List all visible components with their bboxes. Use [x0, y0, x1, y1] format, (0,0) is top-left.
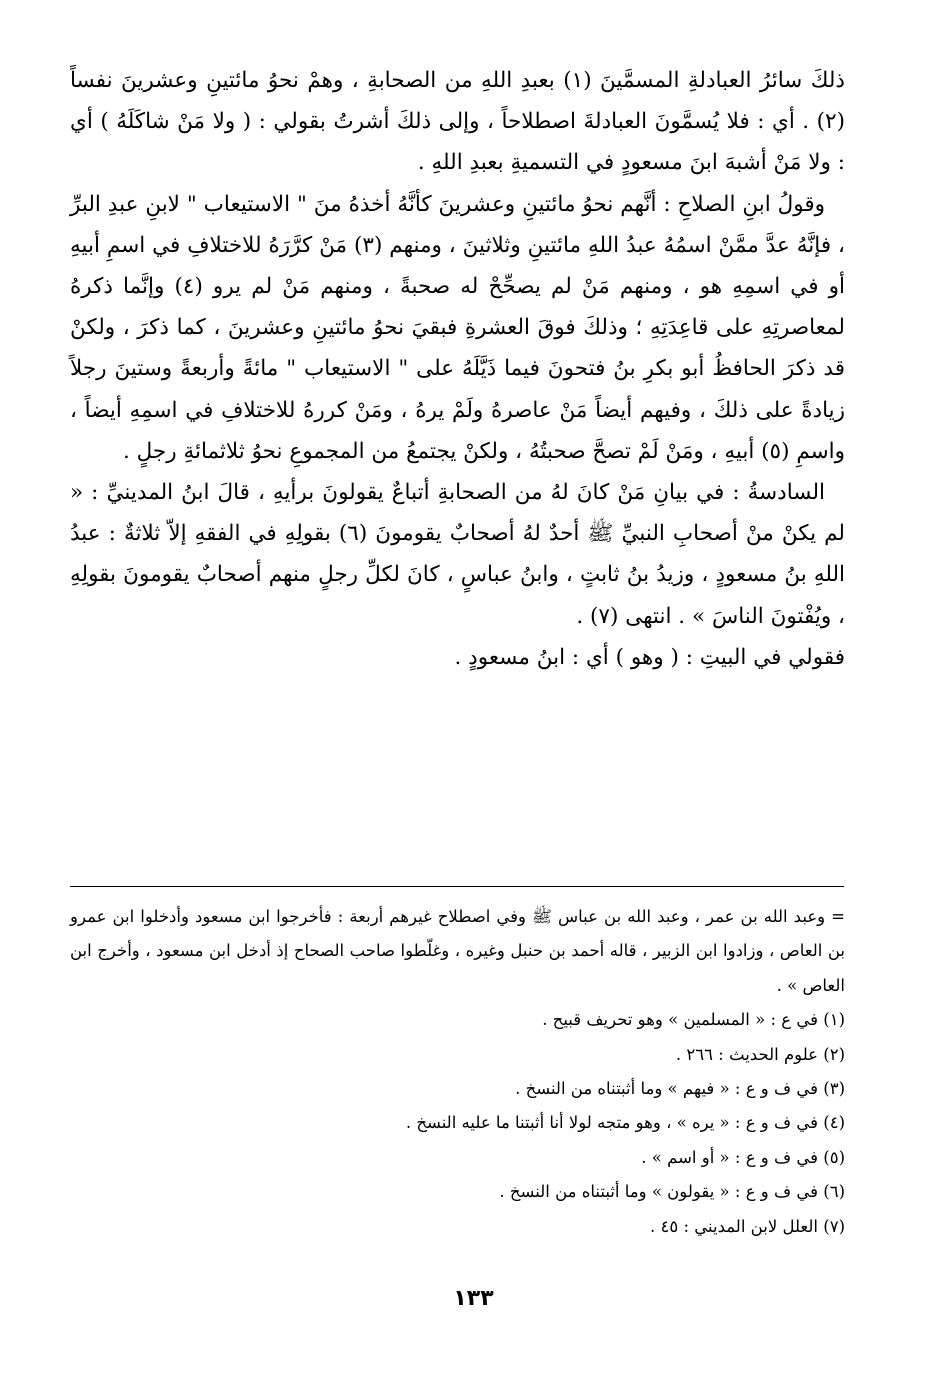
footnote-2: (٢) علوم الحديث : ٢٦٦ . — [675, 1044, 845, 1064]
paragraph-3: السادسةُ : في بيانِ مَنْ كانَ لهُ من الصحابةِ أتباعٌ يقولونَ برأيهِ ، قالَ ابنُ المدينيِّ : « لم يكنْ منْ أصحابِ النبيِّ ﷺ أحدٌ لهُ أصحابٌ يقومونَ (٦) بقولِهِ في الفقهِ إلاّ ثلاثةٌ : عبدُ اللهِ بنُ مسعودٍ ، وزيدُ بنُ ثابتٍ ، وابنُ عباسٍ ، كانَ لكلِّ رجلٍ منهم أصحابٌ يقومونَ بقولِهِ ، ويُفْتونَ الناسَ » . انتهى (٧) . — [70, 480, 845, 629]
page-number: ١٣٣ — [453, 1286, 494, 1311]
paragraph-1: ذلكَ سائرُ العبادلةِ المسمَّينَ (١) بعبدِ اللهِ من الصحابةِ ، وهمْ نحوُ مائتينِ وعشرينَ نفساً (٢) . أي : فلا يُسمَّونَ العبادلةَ اصطلاحاً ، وإلى ذلكَ أشرتُ بقولي : ( ولا مَنْ شاكَلَهُ ) أي : ولا مَنْ أشبهَ ابنَ مسعودٍ في التسميةِ بعبدِ اللهِ . — [70, 68, 846, 176]
page-body — [70, 60, 845, 678]
footnote-5: (٥) في ف و ع : « أو اسم » . — [641, 1147, 845, 1167]
footnote-6: (٦) في ف و ع : « يقولون » وما أثبتناه من النسخ . — [499, 1182, 845, 1202]
footnote-separator — [70, 886, 844, 887]
main-text — [70, 60, 845, 678]
footnote-7: (٧) العلل لابن المديني : ٤٥ . — [650, 1216, 845, 1236]
footnote-4: (٤) في ف و ع : « يره » ، وهو متجه لولا أنا أثبتنا ما عليه النسخ . — [405, 1113, 845, 1133]
paragraph-2: وقولُ ابنِ الصلاحِ : أنَّهم نحوُ مائتينِ وعشرينَ كأنَّهُ أخذهُ منَ " الاستيعاب " لابنِ عبدِ البرِّ ، فإنَّهُ عدَّ ممَّنْ اسمُهُ عبدُ اللهِ مائتينِ وثلاثينَ ، ومنهم (٣) مَنْ كرَّرَهُ للاختلافِ في اسمِ أبيهِ أو في اسمِهِ هو ، ومنهم مَنْ لم يصحِّحْ له صحبةً ، ومنهم مَنْ لم يرو (٤) وإنَّما ذكرهُ لمعاصرتِهِ على قاعِدَتِهِ ؛ وذلكَ فوقَ العشرةِ فبقيَ نحوُ مائتينِ وعشرينَ ، كما ذكرَ ، ولكنْ قد ذكرَ الحافظُ أبو بكرِ بنُ فتحونَ فيما ذَيَّلَهُ على " الاستيعاب " مائةً وأربعةً وستينَ رجلاً زيادةً على ذلكَ ، وفيهم أيضاً مَنْ عاصرهُ ولَمْ يرهُ ، ومَنْ كررهُ للاختلافِ في اسمِهِ أيضاً ، واسمِ (٥) أبيهِ ، ومَنْ لَمْ تصحَّ صحبتُهُ ، ولكنْ يجتمعُ من المجموعِ نحوُ ثلاثمائةِ رجلٍ . — [70, 191, 845, 464]
footnote-continuation: = وعبد الله بن عمر ، وعبد الله بن عباس ﷺ وفي اصطلاح غيرهم أربعة : فأخرجوا ابن مسعود وأدخلوا ابن عمرو بن العاص ، وزادوا ابن الزبير ، قاله أحمد بن حنبل وغيره ، وغلّطوا صاحب الصحاح إذ أدخل ابن مسعود ، وأخرج ابن العاص » . — [70, 907, 845, 995]
footnote-1: (١) في ع : « المسلمين » وهو تحريف قبيح . — [542, 1010, 845, 1030]
paragraph-4: فقولي في البيتِ : ( وهو ) أي : ابنُ مسعودٍ . — [454, 644, 845, 670]
footnotes — [70, 900, 845, 1244]
footnote-3: (٣) في ف و ع : « فيهم » وما أثبتناه من النسخ . — [515, 1079, 845, 1099]
